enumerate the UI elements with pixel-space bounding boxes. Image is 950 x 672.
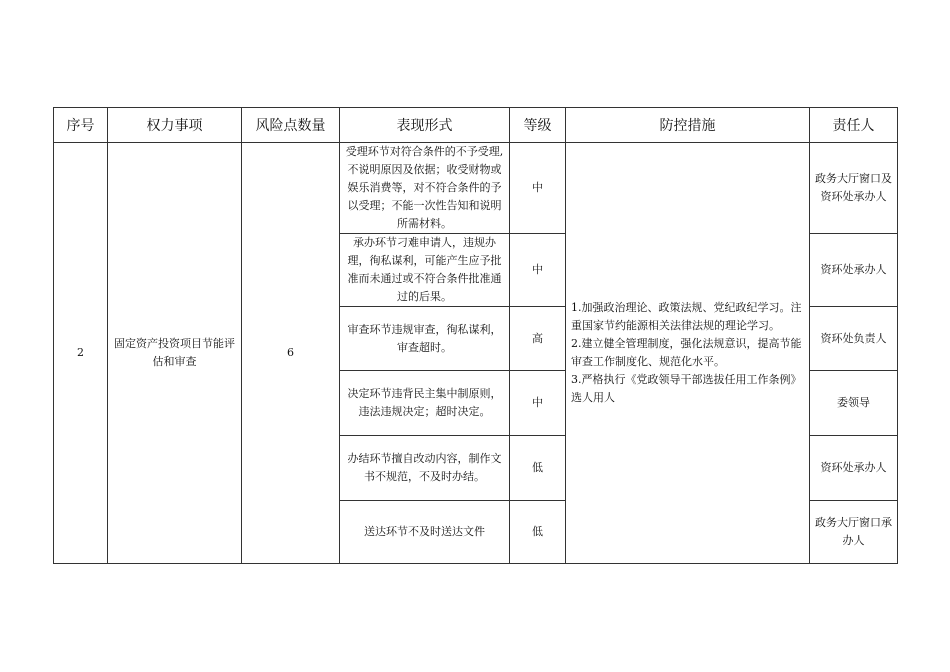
header-person: 责任人 <box>810 108 898 143</box>
header-power: 权力事项 <box>108 108 242 143</box>
risk-form: 决定环节违背民主集中制原则，违法违规决定；超时决定。 <box>340 371 510 436</box>
risk-level: 中 <box>510 143 566 234</box>
header-row <box>54 108 898 143</box>
header-no: 序号 <box>54 108 108 143</box>
item-risk-count: 6 <box>242 143 340 564</box>
risk-form: 送达环节不及时送达文件 <box>340 501 510 564</box>
header-risk-count: 风险点数量 <box>242 108 340 143</box>
header-form: 表现形式 <box>340 108 510 143</box>
responsible-person: 委领导 <box>810 371 898 436</box>
risk-level: 高 <box>510 307 566 371</box>
measure-item: 1.加强政治理论、政策法规、党纪政纪学习。注重国家节约能源相关法律法规的理论学习。 <box>571 301 802 332</box>
risk-form: 审查环节违规审查，徇私谋利，审查超时。 <box>340 307 510 371</box>
risk-form: 受理环节对符合条件的不予受理,不说明原因及依据；收受财物或娱乐消费等，对不符合条件的予以受理；不能一次性告知和说明所需材料。 <box>340 143 510 234</box>
table-row <box>54 143 898 234</box>
risk-form: 办结环节擅自改动内容，制作文书不规范，不及时办结。 <box>340 436 510 501</box>
risk-level: 低 <box>510 436 566 501</box>
responsible-person: 政务大厅窗口及资环处承办人 <box>810 143 898 234</box>
risk-level: 低 <box>510 501 566 564</box>
item-power: 固定资产投资项目节能评估和审查 <box>108 143 242 564</box>
responsible-person: 资环处承办人 <box>810 234 898 307</box>
risk-form: 承办环节刁难申请人，违规办理，徇私谋利，可能产生应予批准而未通过或不符合条件批准通过的后果。 <box>340 234 510 307</box>
responsible-person: 政务大厅窗口承办人 <box>810 501 898 564</box>
header-measures: 防控措施 <box>566 108 810 143</box>
header-level: 等级 <box>510 108 566 143</box>
item-no: 2 <box>54 143 108 564</box>
measure-item: 2.建立健全管理制度，强化法规意识，提高节能审查工作制度化、规范化水平。 <box>571 337 802 368</box>
responsible-person: 资环处负责人 <box>810 307 898 371</box>
measure-item: 3.严格执行《党政领导干部选拔任用工作条例》选人用人 <box>571 373 802 404</box>
risk-level: 中 <box>510 371 566 436</box>
responsible-person: 资环处承办人 <box>810 436 898 501</box>
risk-level: 中 <box>510 234 566 307</box>
risk-control-table <box>53 107 898 564</box>
control-measures <box>566 143 810 564</box>
